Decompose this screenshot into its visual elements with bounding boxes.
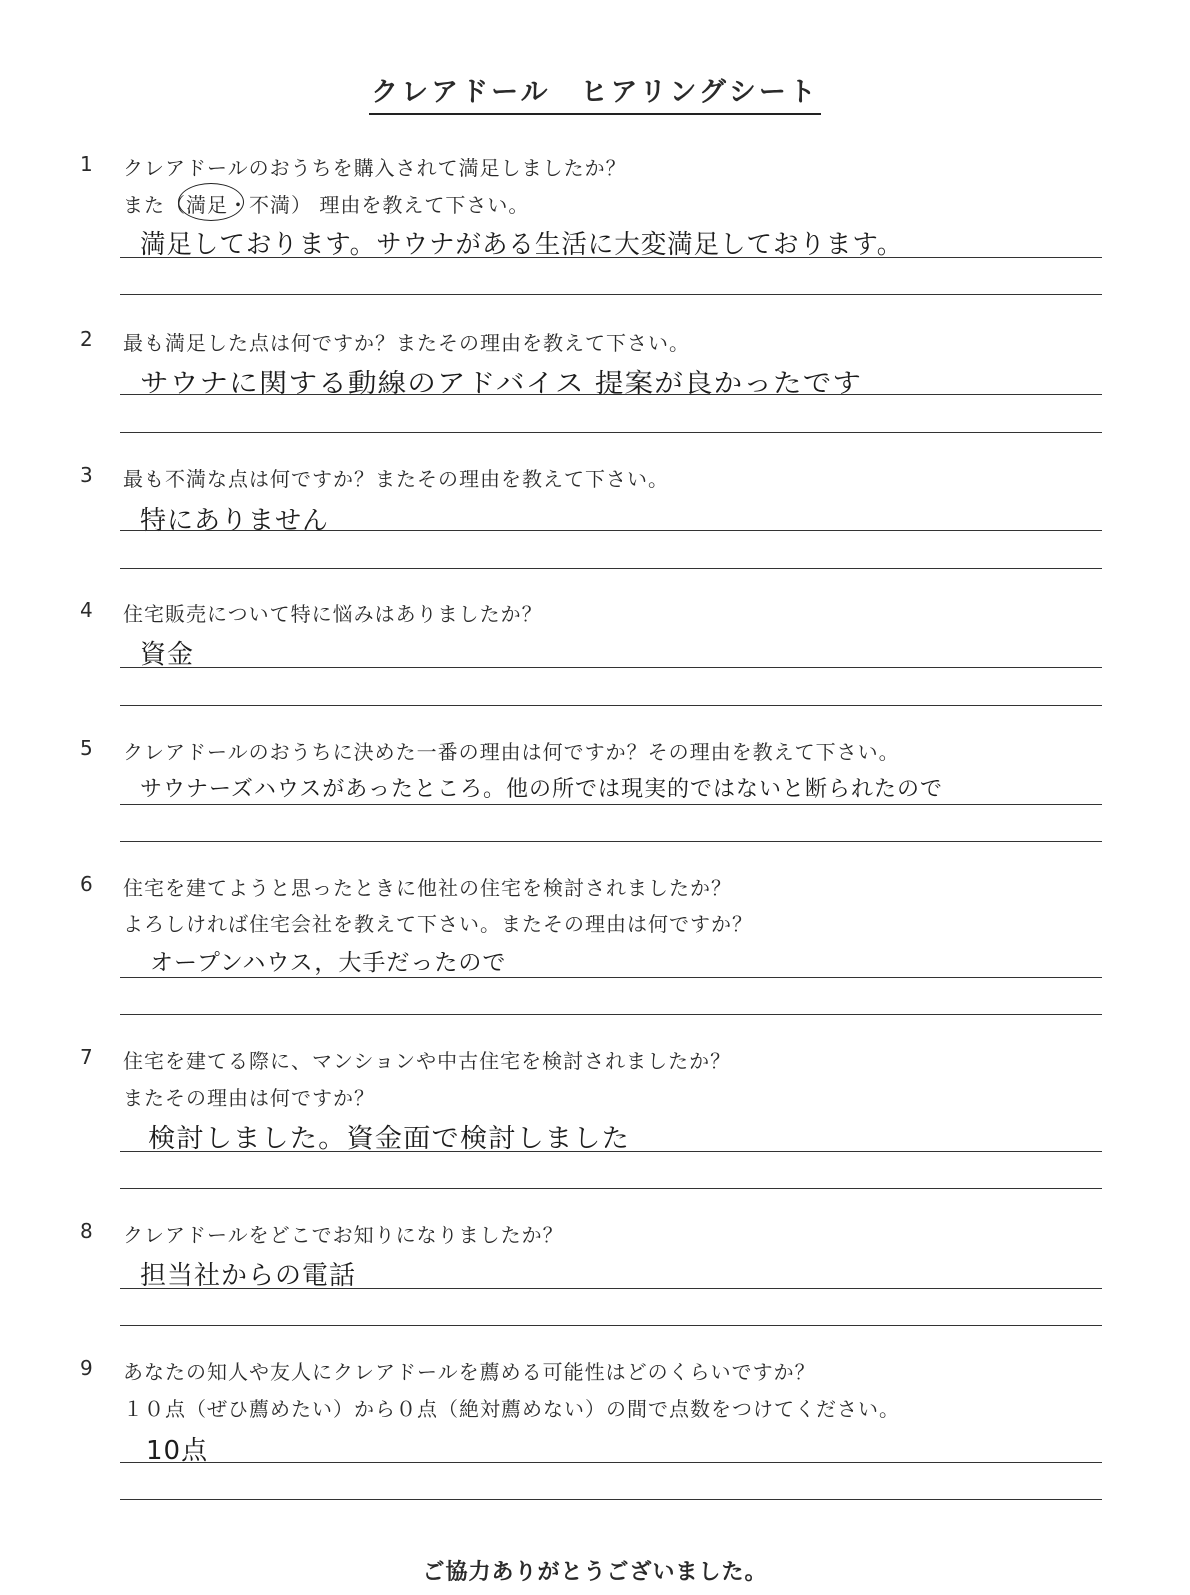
answer-line xyxy=(120,705,1102,706)
question-text: よろしければ住宅会社を教えて下さい。またその理由は何ですか？ xyxy=(123,912,753,936)
question-text: クレアドールのおうちを購入されて満足しましたか？ xyxy=(123,156,627,180)
handwritten-answer: 特にありません xyxy=(140,506,330,536)
answer-line xyxy=(120,1288,1102,1289)
question-text: 住宅販売について特に悩みはありましたか？ xyxy=(123,602,543,626)
answer-line xyxy=(120,1151,1102,1152)
question-number: 8 xyxy=(80,1219,93,1243)
question-number: 1 xyxy=(80,152,93,176)
answer-line xyxy=(120,1014,1102,1015)
question-text: 最も満足した点は何ですか？またその理由を教えて下さい。 xyxy=(123,331,690,355)
question-text: 最も不満な点は何ですか？またその理由を教えて下さい。 xyxy=(123,467,669,491)
question-text: クレアドールをどこでお知りになりましたか？ xyxy=(123,1223,564,1247)
answer-line xyxy=(120,1325,1102,1326)
answer-line xyxy=(120,257,1102,258)
answer-line xyxy=(120,1462,1102,1463)
question-number: 7 xyxy=(80,1045,93,1069)
handwritten-answer: 担当社からの電話 xyxy=(140,1261,357,1291)
question-text: クレアドールのおうちに決めた一番の理由は何ですか？その理由を教えて下さい。 xyxy=(123,740,900,764)
question-number: 5 xyxy=(80,736,93,760)
answer-line xyxy=(120,1188,1102,1189)
answer-line xyxy=(120,1499,1102,1500)
question-number: 3 xyxy=(80,463,93,487)
question-number: 4 xyxy=(80,598,93,622)
answer-line xyxy=(120,804,1102,805)
handwritten-answer: 10点 xyxy=(146,1436,209,1466)
answer-line xyxy=(120,841,1102,842)
question-text: あなたの知人や友人にクレアドールを薦める可能性はどのくらいですか？ xyxy=(123,1360,816,1384)
answer-line xyxy=(120,977,1102,978)
handwritten-answer: 満足しております。サウナがある生活に大変満足しております。 xyxy=(140,230,904,260)
handwritten-answer: 資金 xyxy=(140,640,195,670)
answer-line xyxy=(120,394,1102,395)
handwritten-answer: オープンハウス，大手だったので xyxy=(150,950,507,976)
question-text: １０点（ぜひ薦めたい）から０点（絶対薦めない）の間で点数をつけてください。 xyxy=(123,1397,900,1421)
question-text: またその理由は何ですか？ xyxy=(123,1086,375,1110)
question-text: 住宅を建てようと思ったときに他社の住宅を検討されましたか？ xyxy=(123,876,732,900)
answer-line xyxy=(120,294,1102,295)
question-number: 2 xyxy=(80,327,93,351)
question-number: 9 xyxy=(80,1356,93,1380)
answer-line xyxy=(120,667,1102,668)
handwritten-answer: サウナーズハウスがあったところ。他の所では現実的ではないと断られたので xyxy=(140,777,944,802)
sheet-title: クレアドール ヒアリングシート xyxy=(0,70,1190,115)
question-text: また（満足・不満） 理由を教えて下さい。 xyxy=(123,193,530,217)
answer-line xyxy=(120,568,1102,569)
closing-message: ご協力ありがとうございました。 xyxy=(422,1560,768,1585)
answer-line xyxy=(120,432,1102,433)
selection-circle xyxy=(178,183,244,221)
handwritten-answer: 検討しました。資金面で検討しました xyxy=(148,1124,630,1154)
question-number: 6 xyxy=(80,872,93,896)
handwritten-answer: サウナに関する動線のアドバイス 提案が良かったです xyxy=(140,369,863,399)
answer-line xyxy=(120,530,1102,531)
question-text: 住宅を建てる際に、マンションや中古住宅を検討されましたか？ xyxy=(123,1049,732,1073)
